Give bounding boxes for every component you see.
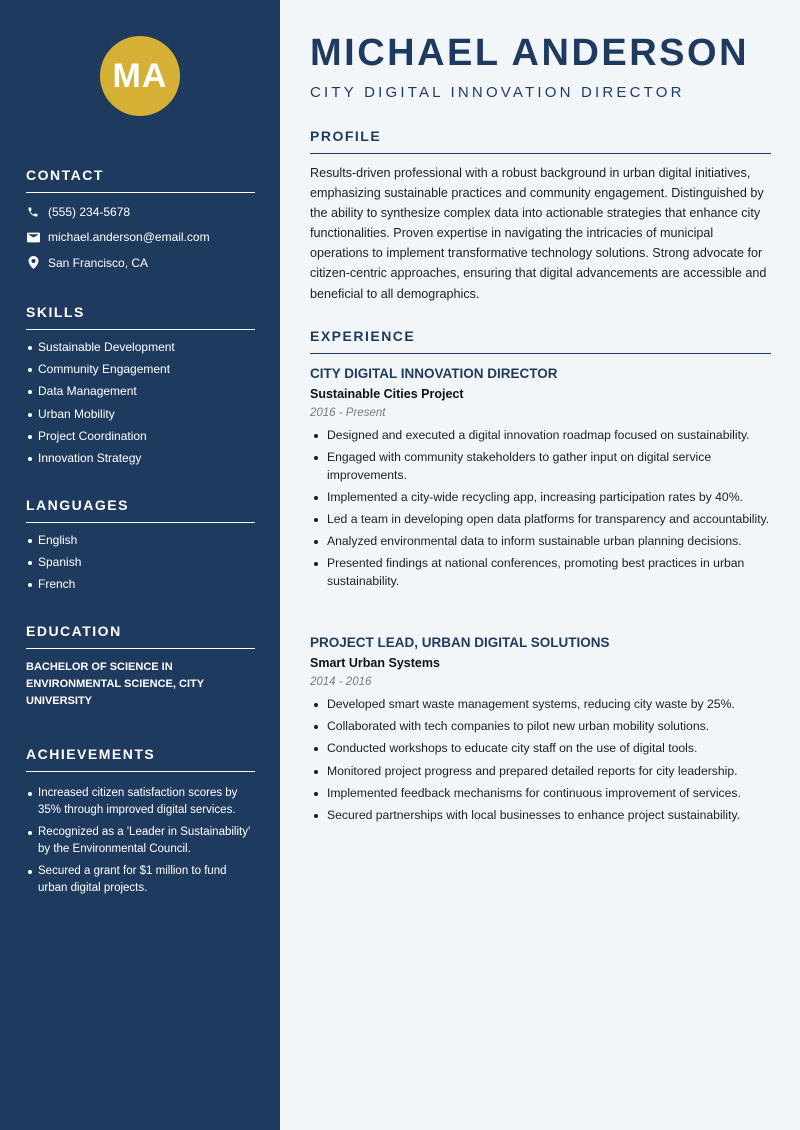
job-company: Sustainable Cities Project [310,387,464,401]
languages-heading: LANGUAGES [26,497,255,523]
contact-section [26,167,255,276]
achievements-list [26,785,255,897]
achievement-item: Increased citizen satisfaction scores by 35% through improved digital services. [26,785,255,819]
job-dates: 2014 - 2016 [310,676,372,688]
skill-item: Community Engagement [26,362,255,384]
skill-item: Innovation Strategy [26,451,255,473]
candidate-title: CITY DIGITAL INNOVATION DIRECTOR [310,84,685,101]
job-title: CITY DIGITAL INNOVATION DIRECTOR [310,366,558,381]
contact-phone [26,199,255,225]
job-bullet: Collaborated with tech companies to pilot new urban mobility solutions. [310,718,771,735]
email-text: michael.anderson@email.com [48,230,210,245]
job-bullet: Analyzed environmental data to inform sustainable urban planning decisions. [310,533,771,550]
languages-section [26,497,255,600]
language-item: French [26,577,255,599]
education-heading: EDUCATION [26,623,255,649]
job-bullet: Monitored project progress and prepared detailed reports for city leadership. [310,763,771,780]
job-bullet: Designed and executed a digital innovation roadmap focused on sustainability. [310,427,771,444]
avatar: MA [100,36,180,116]
skill-item: Urban Mobility [26,407,255,429]
email-icon [26,230,40,244]
skills-list [26,340,255,473]
job-bullet: Developed smart waste management systems, reducing city waste by 25%. [310,696,771,713]
job-entry [310,366,771,595]
job-bullet: Implemented feedback mechanisms for continuous improvement of services. [310,785,771,802]
job-bullet: Conducted workshops to educate city staff on the use of digital tools. [310,740,771,757]
job-company: Smart Urban Systems [310,656,440,670]
contact-location [26,250,255,276]
job-bullet: Secured partnerships with local businesses to enhance project sustainability. [310,807,771,824]
achievements-section [26,746,255,902]
contact-email [26,225,255,251]
job-title: PROJECT LEAD, URBAN DIGITAL SOLUTIONS [310,635,610,650]
language-item: English [26,533,255,555]
job-bullets [310,427,771,590]
job-bullets [310,696,771,824]
skill-item: Project Coordination [26,429,255,451]
achievements-heading: ACHIEVEMENTS [26,746,255,772]
skill-item: Data Management [26,384,255,406]
experience-heading: EXPERIENCE [310,328,771,354]
phone-icon [26,205,40,219]
job-entry [310,635,771,829]
language-item: Spanish [26,555,255,577]
education-degree: BACHELOR OF SCIENCE IN ENVIRONMENTAL SCIENCE, CITY UNIVERSITY [26,661,204,707]
languages-list [26,533,255,600]
job-bullet: Implemented a city-wide recycling app, increasing participation rates by 40%. [310,489,771,506]
profile-heading: PROFILE [310,128,771,154]
job-bullet: Engaged with community stakeholders to gather input on digital service improvements. [310,449,771,484]
education-section [26,623,255,710]
contact-heading: CONTACT [26,167,255,193]
sidebar [0,0,280,1130]
job-bullet: Presented findings at national conferences, promoting best practices in urban sustainability. [310,555,771,590]
achievement-item: Secured a grant for $1 million to fund urban digital projects. [26,863,255,897]
skills-heading: SKILLS [26,304,255,330]
skills-section [26,304,255,473]
achievement-item: Recognized as a 'Leader in Sustainability' by the Environmental Council. [26,824,255,858]
phone-text: (555) 234-5678 [48,204,131,219]
candidate-name: MICHAEL ANDERSON [310,32,750,74]
skill-item: Sustainable Development [26,340,255,362]
job-bullet: Led a team in developing open data platforms for transparency and accountability. [310,511,771,528]
job-dates: 2016 - Present [310,407,386,419]
profile-text: Results-driven professional with a robust background in urban digital initiatives, emphasizing sustainable practices and community engagement. Distinguished by the ability to synthesize complex data into actionable strategies that enhance city functionalities. Proven expertise in navigating the intricacies of municipal operations to implement transformative technology solutions. Strong advocate for citizen-centric approaches, ensuring that digital advancements are accessible and beneficial to all demographics. [310,166,767,301]
location-text: San Francisco, CA [48,255,149,270]
location-pin-icon [26,256,40,270]
